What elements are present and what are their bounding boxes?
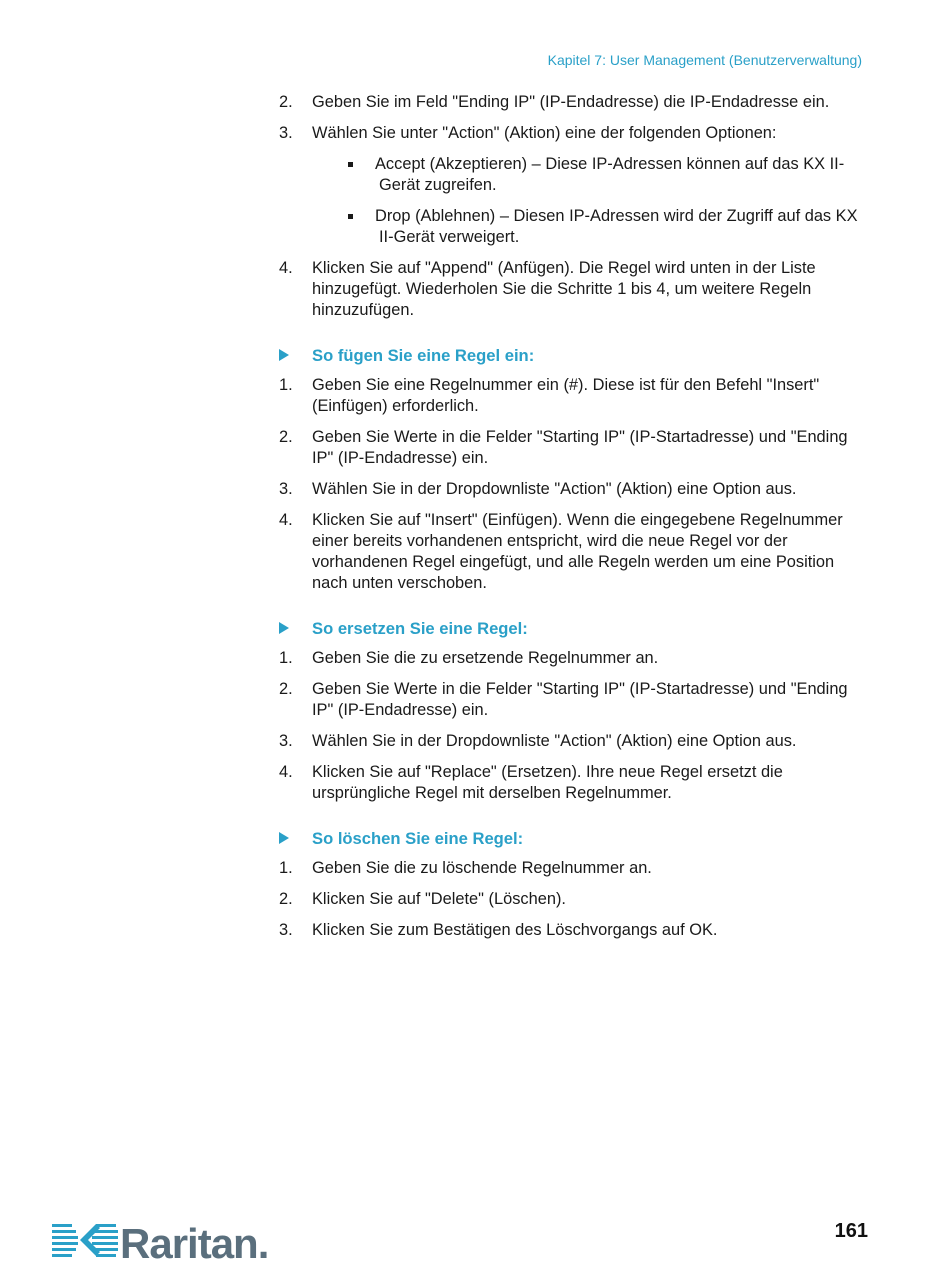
- step-text: Geben Sie im Feld "Ending IP" (IP-Endadresse) die IP-Endadresse ein.: [312, 93, 830, 111]
- triangle-right-icon: [279, 832, 289, 844]
- option-list: [312, 154, 867, 248]
- step-number: 1.: [279, 649, 293, 667]
- triangle-right-icon: [279, 349, 289, 361]
- step-item: [277, 92, 867, 113]
- section-heading-insert: [277, 345, 867, 366]
- section-heading-replace: [277, 618, 867, 639]
- step-item: [277, 731, 867, 752]
- section-heading-delete: [277, 828, 867, 849]
- step-number: 3.: [279, 124, 293, 142]
- bullet-square-icon: [348, 214, 353, 219]
- step-number: 1.: [279, 376, 293, 394]
- bullet-square-icon: [348, 162, 353, 167]
- page-number: 161: [834, 1220, 868, 1242]
- step-text: Geben Sie eine Regelnummer ein (#). Diese ist für den Befehl "Insert" (Einfügen) erforderlich.: [312, 376, 820, 415]
- step-number: 4.: [279, 763, 293, 781]
- logo-mark: [52, 1224, 118, 1257]
- step-item: [277, 375, 867, 417]
- raritan-logo-mark-icon: [52, 1218, 274, 1264]
- step-number: 2.: [279, 93, 293, 111]
- step-text: Geben Sie Werte in die Felder "Starting IP" (IP-Startadresse) und "Ending IP" (IP-Endadresse) ein.: [312, 680, 848, 719]
- step-text: Klicken Sie auf "Replace" (Ersetzen). Ihre neue Regel ersetzt die ursprüngliche Regel mit derselben Regelnummer.: [312, 763, 783, 802]
- raritan-logo: [52, 1218, 274, 1264]
- section-title: So löschen Sie eine Regel:: [312, 829, 524, 848]
- step-text: Geben Sie die zu löschende Regelnummer an.: [312, 859, 652, 877]
- step-item: [277, 427, 867, 469]
- step-number: 4.: [279, 511, 293, 529]
- step-item: [277, 648, 867, 669]
- option-item: [340, 154, 867, 196]
- option-text: Drop (Ablehnen) – Diesen IP-Adressen wird der Zugriff auf das KX II-Gerät verweigert.: [375, 207, 858, 246]
- step-text: Klicken Sie auf "Append" (Anfügen). Die Regel wird unten in der Liste hinzugefügt. Wiederholen Sie die Schritte 1 bis 4, um weitere Regeln hinzuzufügen.: [312, 259, 816, 319]
- step-text: Klicken Sie auf "Delete" (Löschen).: [312, 890, 566, 908]
- page-content: [277, 92, 867, 951]
- step-item: [277, 479, 867, 500]
- step-number: 3.: [279, 732, 293, 750]
- step-item: [277, 510, 867, 594]
- step-number: 2.: [279, 680, 293, 698]
- step-text: Klicken Sie auf "Insert" (Einfügen). Wenn die eingegebene Regelnummer einer bereits vorhandenen entspricht, wird die neue Regel vor der vorhandenen Regel eingefügt, und alle Regeln werden um eine Position nach unten verschoben.: [312, 511, 843, 592]
- option-item: [340, 206, 867, 248]
- section-title: So fügen Sie eine Regel ein:: [312, 346, 535, 365]
- step-text: Wählen Sie unter "Action" (Aktion) eine der folgenden Optionen:: [312, 124, 777, 142]
- step-number: 3.: [279, 480, 293, 498]
- step-item: [277, 123, 867, 248]
- step-item: [277, 858, 867, 879]
- step-item: [277, 679, 867, 721]
- section-title: So ersetzen Sie eine Regel:: [312, 619, 528, 638]
- logo-wordmark: Raritan.: [120, 1220, 269, 1264]
- step-text: Wählen Sie in der Dropdownliste "Action" (Aktion) eine Option aus.: [312, 732, 797, 750]
- step-text: Klicken Sie zum Bestätigen des Löschvorgangs auf OK.: [312, 921, 718, 939]
- chapter-header: Kapitel 7: User Management (Benutzerverwaltung): [547, 52, 862, 68]
- step-text: Geben Sie Werte in die Felder "Starting IP" (IP-Startadresse) und "Ending IP" (IP-Endadresse) ein.: [312, 428, 848, 467]
- step-number: 1.: [279, 859, 293, 877]
- step-text: Geben Sie die zu ersetzende Regelnummer an.: [312, 649, 659, 667]
- step-number: 2.: [279, 428, 293, 446]
- step-item: [277, 889, 867, 910]
- step-number: 4.: [279, 259, 293, 277]
- step-text: Wählen Sie in der Dropdownliste "Action" (Aktion) eine Option aus.: [312, 480, 797, 498]
- step-item: [277, 258, 867, 321]
- step-item: [277, 920, 867, 941]
- step-item: [277, 762, 867, 804]
- option-text: Accept (Akzeptieren) – Diese IP-Adressen können auf das KX II-Gerät zugreifen.: [375, 155, 845, 194]
- step-number: 2.: [279, 890, 293, 908]
- step-number: 3.: [279, 921, 293, 939]
- triangle-right-icon: [279, 622, 289, 634]
